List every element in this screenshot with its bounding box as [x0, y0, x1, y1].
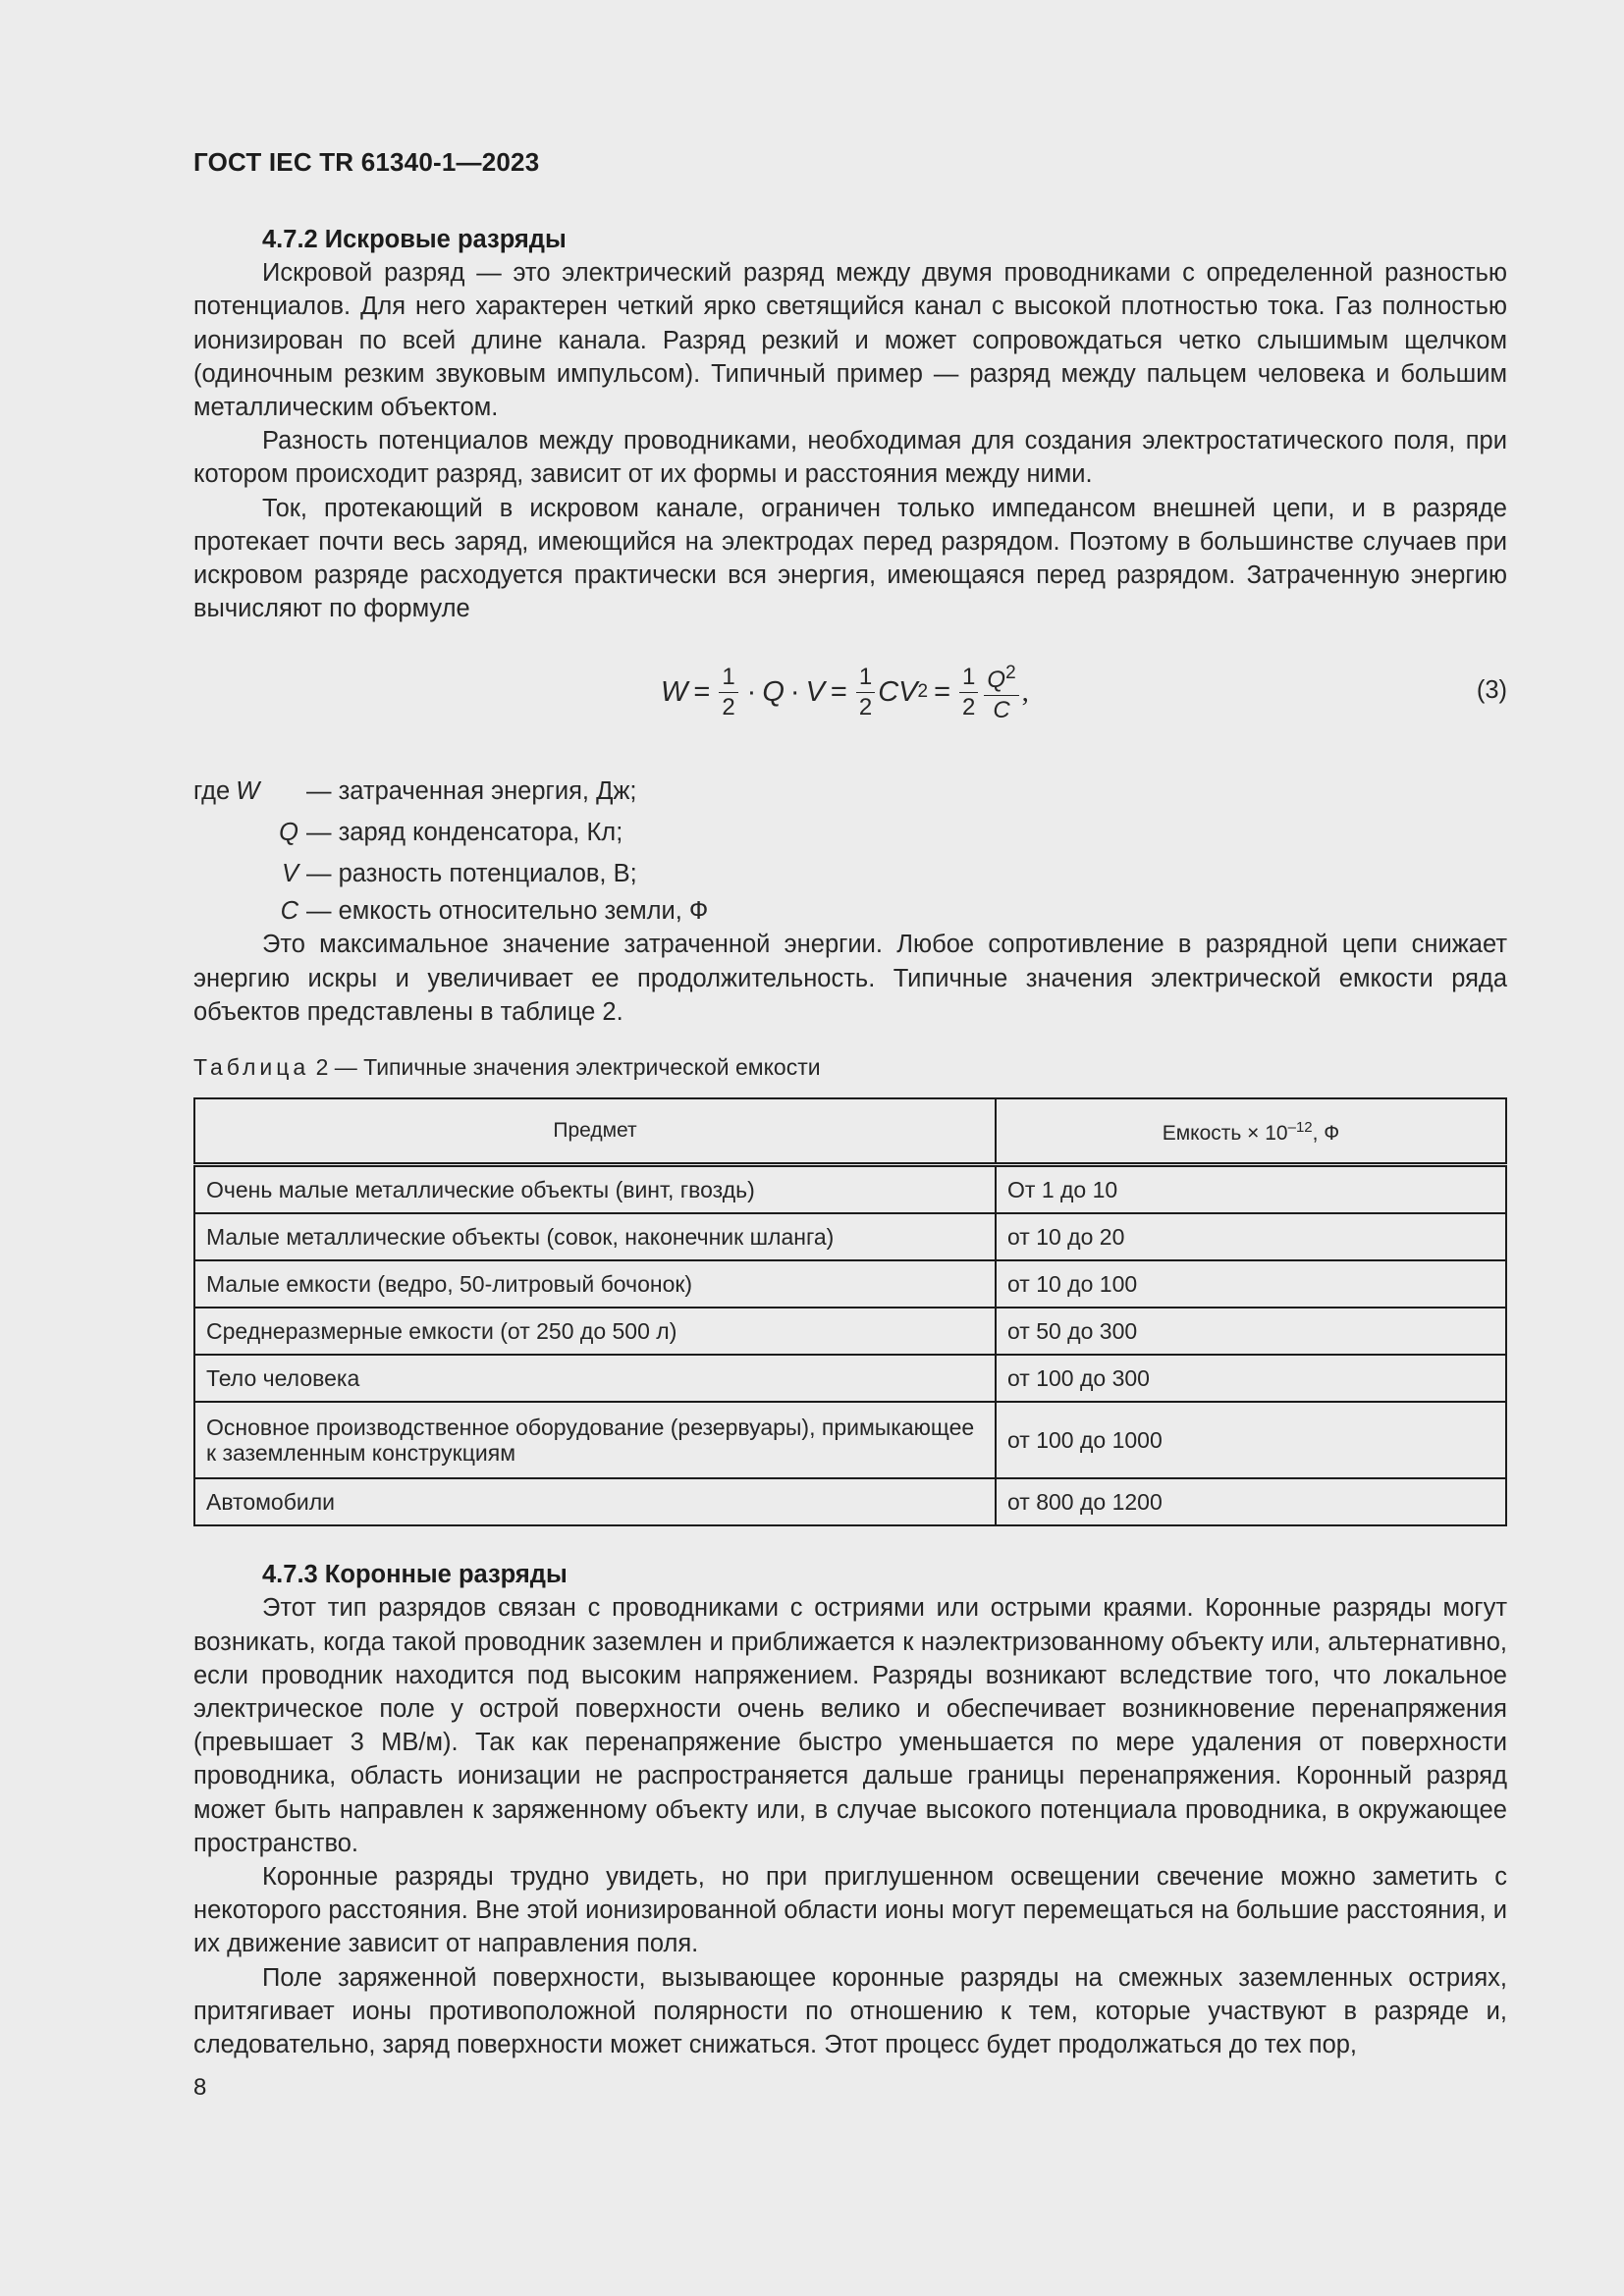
formula-op: =	[693, 676, 711, 709]
legend-row	[193, 771, 1507, 812]
value-cell: от 10 до 100	[996, 1260, 1506, 1308]
fraction-num	[984, 659, 1018, 696]
value-cell: От 1 до 10	[996, 1165, 1506, 1214]
formula-exponent: 2	[917, 681, 929, 703]
fraction-den: 2	[722, 693, 735, 721]
item-cell: Основное производственное оборудование (резервуары), примыкающее к заземленным конструкциям	[194, 1402, 996, 1478]
item-cell: Очень малые металлические объекты (винт, гвоздь)	[194, 1165, 996, 1214]
formula-fraction	[984, 659, 1018, 725]
paragraph: Это максимальное значение затраченной энергии. Любое сопротивление в разрядной цепи снижает энергию искры и увеличивает ее продолжительность. Типичные значения электрической емкости ряда объектов представлены в таблице 2.	[193, 931, 1507, 1026]
table-row	[194, 1260, 1506, 1308]
item-cell: Автомобили	[194, 1478, 996, 1525]
energy-formula	[661, 653, 1029, 731]
fraction-num: 1	[719, 663, 737, 693]
fraction-den: 2	[858, 693, 873, 721]
item-cell: Малые металлические объекты (совок, наконечник шланга)	[194, 1213, 996, 1260]
page-number: 8	[193, 2074, 207, 2101]
paragraph: Этот тип разрядов связан с проводниками с остриями или острыми краями. Коронные разряды могут возникать, когда такой проводник заземлен и приближается к наэлектризованному объекту или, альтернативно, если проводник находится под высоким напряжением. Разряды возникают вследствие того, что локальное электрическое поле у острой поверхности очень велико и обеспечивает возникновение перенапряжения (превышает 3 МВ/м). Так как перенапряжение быстро уменьшается по мере удаления от поверхности проводника, область ионизации не распространяется дальше границы перенапряжения. Коронный разряд может быть направлен к заряженному объекту или, в случае высокого потенциала проводника, в окружающее пространство.	[193, 1594, 1507, 1857]
value-cell: от 800 до 1200	[996, 1478, 1506, 1525]
paragraph: Разность потенциалов между проводниками, необходимая для создания электростатического поля, при котором происходит разряд, зависит от их формы и расстояния между ними.	[193, 427, 1507, 489]
paragraph: Ток, протекающий в искровом канале, ограничен только импедансом внешней цепи, и в разряде протекает почти весь заряд, имеющийся на электродах перед разрядом. Поэтому в большинстве случаев при искровом разряде расходуется практически вся энергия, имеющаяся перед разрядом. Затраченную энергию вычисляют по формуле	[193, 494, 1507, 623]
formula-var: C	[993, 697, 1010, 724]
item-cell: Малые емкости (ведро, 50-литровый бочонок)	[194, 1260, 996, 1308]
value-cell: от 50 до 300	[996, 1308, 1506, 1355]
page-content	[193, 223, 1507, 2061]
formula-var: Q	[987, 667, 1006, 694]
legend-symbol	[193, 774, 306, 808]
table-row	[194, 1478, 1506, 1525]
value-cell: от 100 до 1000	[996, 1402, 1506, 1478]
table-row	[194, 1165, 1506, 1214]
paragraph: Поле заряженной поверхности, вызывающее коронные разряды на смежных заземленных остриях, притягивает ионы противоположной полярности по отношению к тем, которые участвуют в разряде и, следовательно, заряд поверхности может снижаться. Этот процесс будет продолжаться до тех пор,	[193, 1963, 1507, 2059]
fraction-num: 1	[959, 663, 978, 693]
legend-text: — разность потенциалов, В;	[306, 860, 637, 888]
formula-fraction	[856, 663, 875, 722]
table-row	[194, 1355, 1506, 1402]
table-caption-text: 2 — Типичные значения электрической емкости	[309, 1054, 821, 1081]
formula-op: =	[934, 676, 951, 709]
formula-op: ·	[746, 676, 757, 709]
spacer	[193, 1526, 1507, 1558]
table-label: Таблица	[193, 1054, 310, 1081]
section-4-7-3-title: 4.7.3 Коронные разряды	[262, 1561, 568, 1589]
formula-comma: ,	[1021, 676, 1029, 709]
table-row	[194, 1213, 1506, 1260]
formula-block	[193, 653, 1507, 741]
column-header-capacitance	[996, 1098, 1506, 1165]
section-4-7-2-title: 4.7.2 Искровые разряды	[262, 226, 567, 253]
header-unit: , Ф	[1312, 1122, 1340, 1146]
formula-var: Q	[762, 676, 785, 709]
fraction-den: 2	[962, 693, 976, 721]
legend-lead: где	[193, 777, 231, 806]
formula-var: CV	[878, 676, 918, 709]
paragraph: Искровой разряд — это электрический разряд между двумя проводниками с определенной разностью потенциалов. Для него характерен четкий ярко светящийся канал с высокой плотностью тока. Газ полностью ионизирован по всей длине канала. Разряд резкий и может сопровождаться четко слышимым щелчком (одиночным резким звуковым импульсом). Типичный пример — разряд между пальцем человека и большим металлическим объектом.	[193, 259, 1507, 422]
legend-row	[193, 894, 1507, 928]
value-cell: от 10 до 20	[996, 1213, 1506, 1260]
formula-op: =	[830, 676, 847, 709]
legend-var: W	[236, 777, 260, 806]
formula-exponent: 2	[1005, 663, 1016, 684]
legend-row	[193, 812, 1507, 853]
formula-op: ·	[789, 676, 800, 709]
table-row	[194, 1308, 1506, 1355]
formula-var: W	[661, 676, 688, 709]
paragraph: Коронные разряды трудно увидеть, но при приглушенном освещении свечение можно заметить с некоторого расстояния. Вне этой ионизированной области ионы могут перемещаться на большие расстояния, и их движение зависит от направления поля.	[193, 1863, 1507, 1958]
formula-fraction	[959, 663, 978, 722]
table-header-row	[194, 1098, 1506, 1165]
column-header-item: Предмет	[194, 1098, 996, 1165]
legend-text: — заряд конденсатора, Кл;	[306, 819, 623, 847]
legend-symbol: V	[281, 860, 298, 888]
formula-var: V	[805, 676, 825, 709]
item-cell: Тело человека	[194, 1355, 996, 1402]
header-text: Емкость × 10	[1162, 1122, 1288, 1146]
legend-text: — емкость относительно земли, Ф	[306, 897, 709, 926]
value-cell: от 100 до 300	[996, 1355, 1506, 1402]
item-cell: Среднеразмерные емкости (от 250 до 500 л)	[194, 1308, 996, 1355]
document-header: ГОСТ IEC TR 61340-1—2023	[193, 147, 540, 177]
table-caption	[193, 1050, 1507, 1084]
formula-fraction	[719, 663, 737, 722]
fraction-num: 1	[856, 663, 875, 693]
table-row	[194, 1402, 1506, 1478]
legend-symbol: C	[280, 897, 298, 926]
legend-row	[193, 853, 1507, 894]
variable-legend	[193, 771, 1507, 928]
fraction-den	[993, 696, 1009, 725]
header-exponent: –12	[1287, 1119, 1313, 1137]
formula-number: (3)	[1476, 676, 1507, 705]
capacitance-table	[193, 1097, 1507, 1526]
legend-symbol: Q	[279, 819, 298, 847]
legend-text: — затраченная энергия, Дж;	[306, 777, 637, 806]
